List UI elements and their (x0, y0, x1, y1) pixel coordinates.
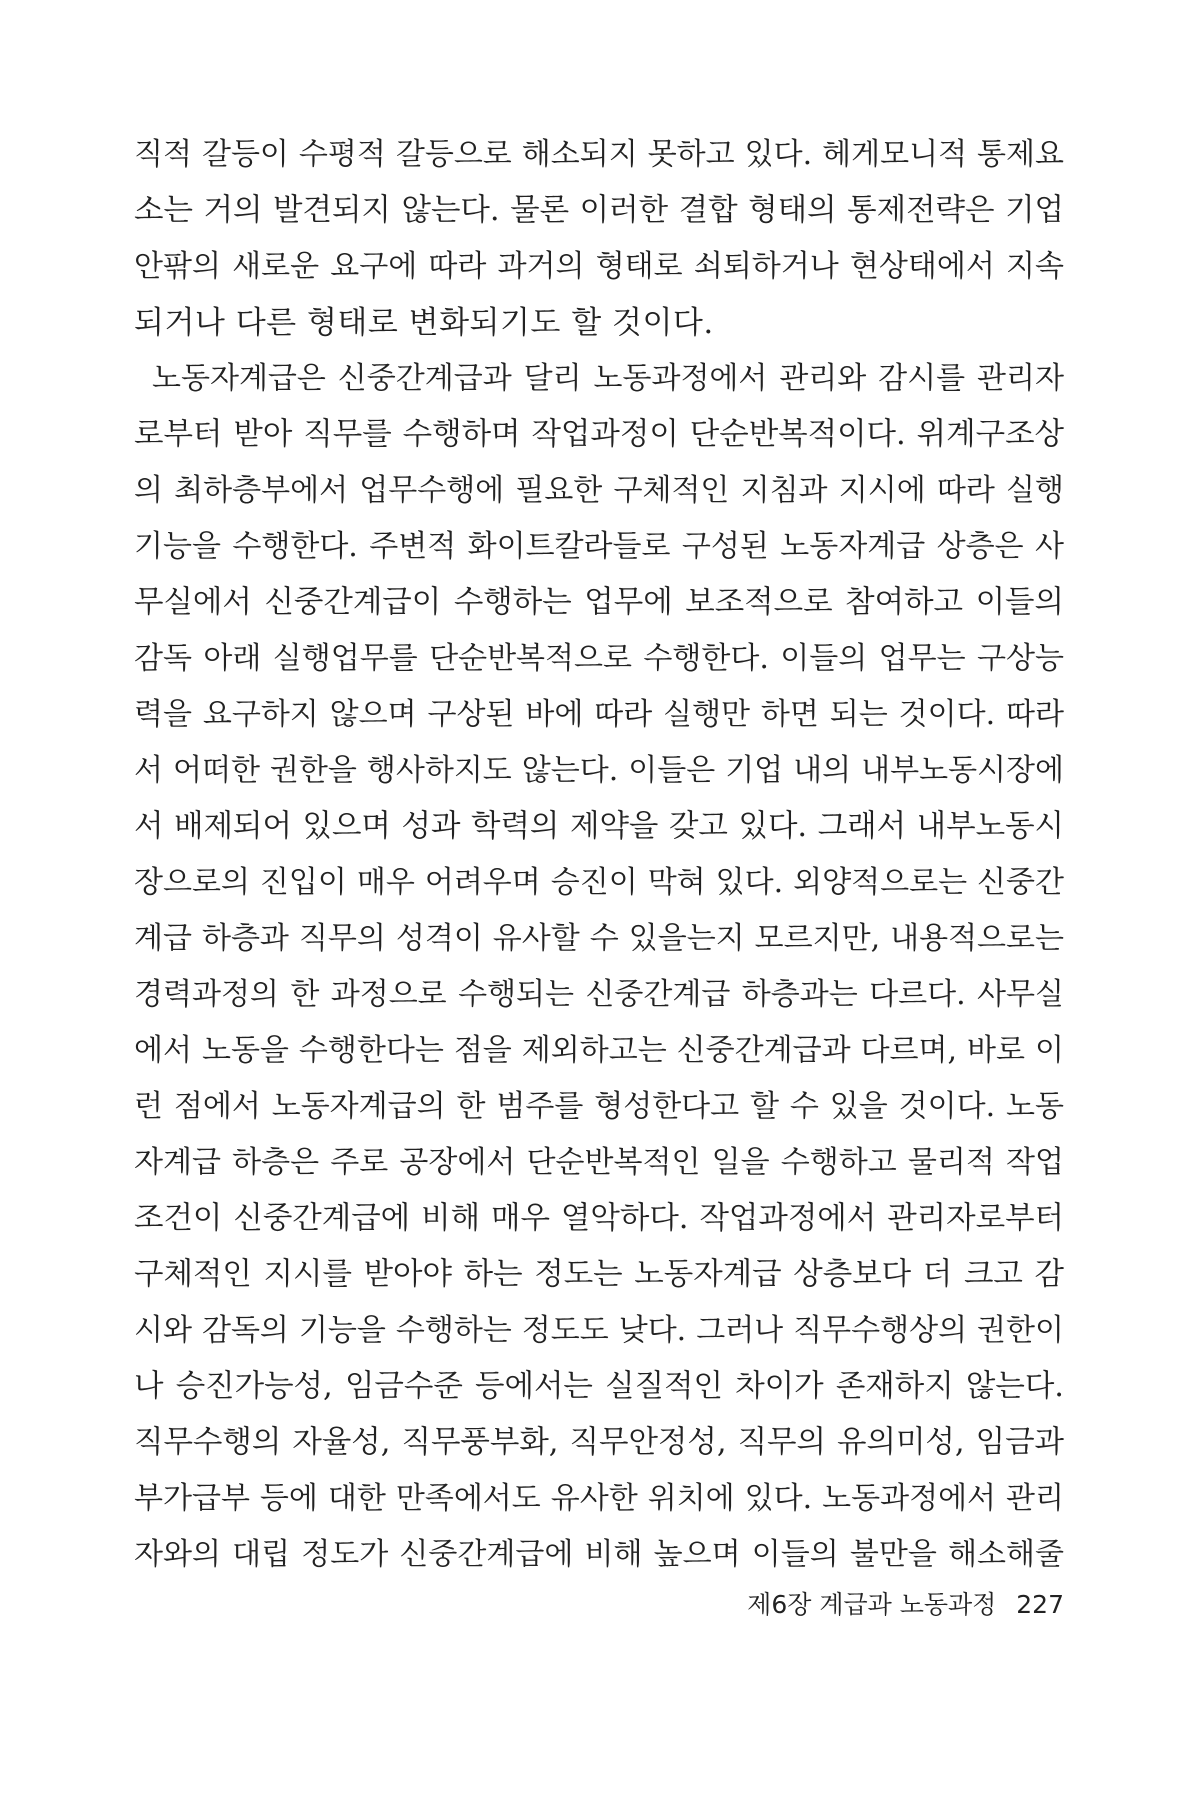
text-line-4: 되거나 다른 형태로 변화되기도 할 것이다. (134, 305, 714, 341)
text-line-26: 자와의 대립 정도가 신중간계급에 비해 높으며 이들의 불만을 해소해줄 (134, 1537, 1064, 1572)
text-line-25: 부가급부 등에 대한 만족에서도 유사한 위치에 있다. 노동과정에서 관리 (134, 1481, 1064, 1516)
text-line-7: 의 최하층부에서 업무수행에 필요한 구체적인 지침과 지시에 따라 실행 (134, 473, 1064, 508)
text-line-1: 직적 갈등이 수평적 갈등으로 해소되지 못하고 있다. 헤게모니적 통제요 (134, 137, 1064, 172)
text-line-9: 무실에서 신중간계급이 수행하는 업무에 보조적으로 참여하고 이들의 (134, 585, 1064, 620)
text-line-12: 서 어떠한 권한을 행사하지도 않는다. 이들은 기업 내의 내부노동시장에 (134, 753, 1064, 788)
text-line-13: 서 배제되어 있으며 성과 학력의 제약을 갖고 있다. 그래서 내부노동시 (134, 809, 1064, 844)
text-line-8: 기능을 수행한다. 주변적 화이트칼라들로 구성된 노동자계급 상층은 사 (134, 529, 1064, 564)
text-line-15: 계급 하층과 직무의 성격이 유사할 수 있을는지 모르지만, 내용적으로는 (134, 921, 1064, 956)
text-line-24: 직무수행의 자율성, 직무풍부화, 직무안정성, 직무의 유의미성, 임금과 (134, 1425, 1064, 1460)
text-line-18: 런 점에서 노동자계급의 한 범주를 형성한다고 할 수 있을 것이다. 노동 (134, 1089, 1064, 1124)
chapter-title: 제6장 계급과 노동과정 (747, 1590, 997, 1619)
text-line-11: 력을 요구하지 않으며 구상된 바에 따라 실행만 하면 되는 것이다. 따라 (134, 697, 1064, 732)
page-number: 227 (1016, 1590, 1064, 1619)
text-line-16: 경력과정의 한 과정으로 수행되는 신중간계급 하층과는 다르다. 사무실 (134, 977, 1064, 1012)
text-line-14: 장으로의 진입이 매우 어려우며 승진이 막혀 있다. 외양적으로는 신중간 (134, 865, 1064, 900)
text-line-21: 구체적인 지시를 받아야 하는 정도는 노동자계급 상층보다 더 크고 감 (134, 1257, 1064, 1292)
text-line-2: 소는 거의 발견되지 않는다. 물론 이러한 결합 형태의 통제전략은 기업 (134, 193, 1064, 228)
text-line-3: 안팎의 새로운 요구에 따라 과거의 형태로 쇠퇴하거나 현상태에서 지속 (134, 249, 1064, 284)
text-line-22: 시와 감독의 기능을 수행하는 정도도 낮다. 그러나 직무수행상의 권한이 (134, 1313, 1064, 1348)
text-line-23: 나 승진가능성, 임금수준 등에서는 실질적인 차이가 존재하지 않는다. (134, 1369, 1064, 1404)
text-line-20: 조건이 신중간계급에 비해 매우 열악하다. 작업과정에서 관리자로부터 (134, 1201, 1064, 1236)
page-footer (710, 1585, 1064, 1625)
paragraph-start-line: 노동자계급은 신중간계급과 달리 노동과정에서 관리와 감시를 관리자 (152, 361, 1064, 396)
text-line-10: 감독 아래 실행업무를 단순반복적으로 수행한다. 이들의 업무는 구상능 (134, 641, 1064, 676)
text-line-6: 로부터 받아 직무를 수행하며 작업과정이 단순반복적이다. 위계구조상 (134, 417, 1064, 452)
text-line-19: 자계급 하층은 주로 공장에서 단순반복적인 일을 수행하고 물리적 작업 (134, 1145, 1064, 1180)
text-line-17: 에서 노동을 수행한다는 점을 제외하고는 신중간계급과 다르며, 바로 이 (134, 1033, 1064, 1068)
